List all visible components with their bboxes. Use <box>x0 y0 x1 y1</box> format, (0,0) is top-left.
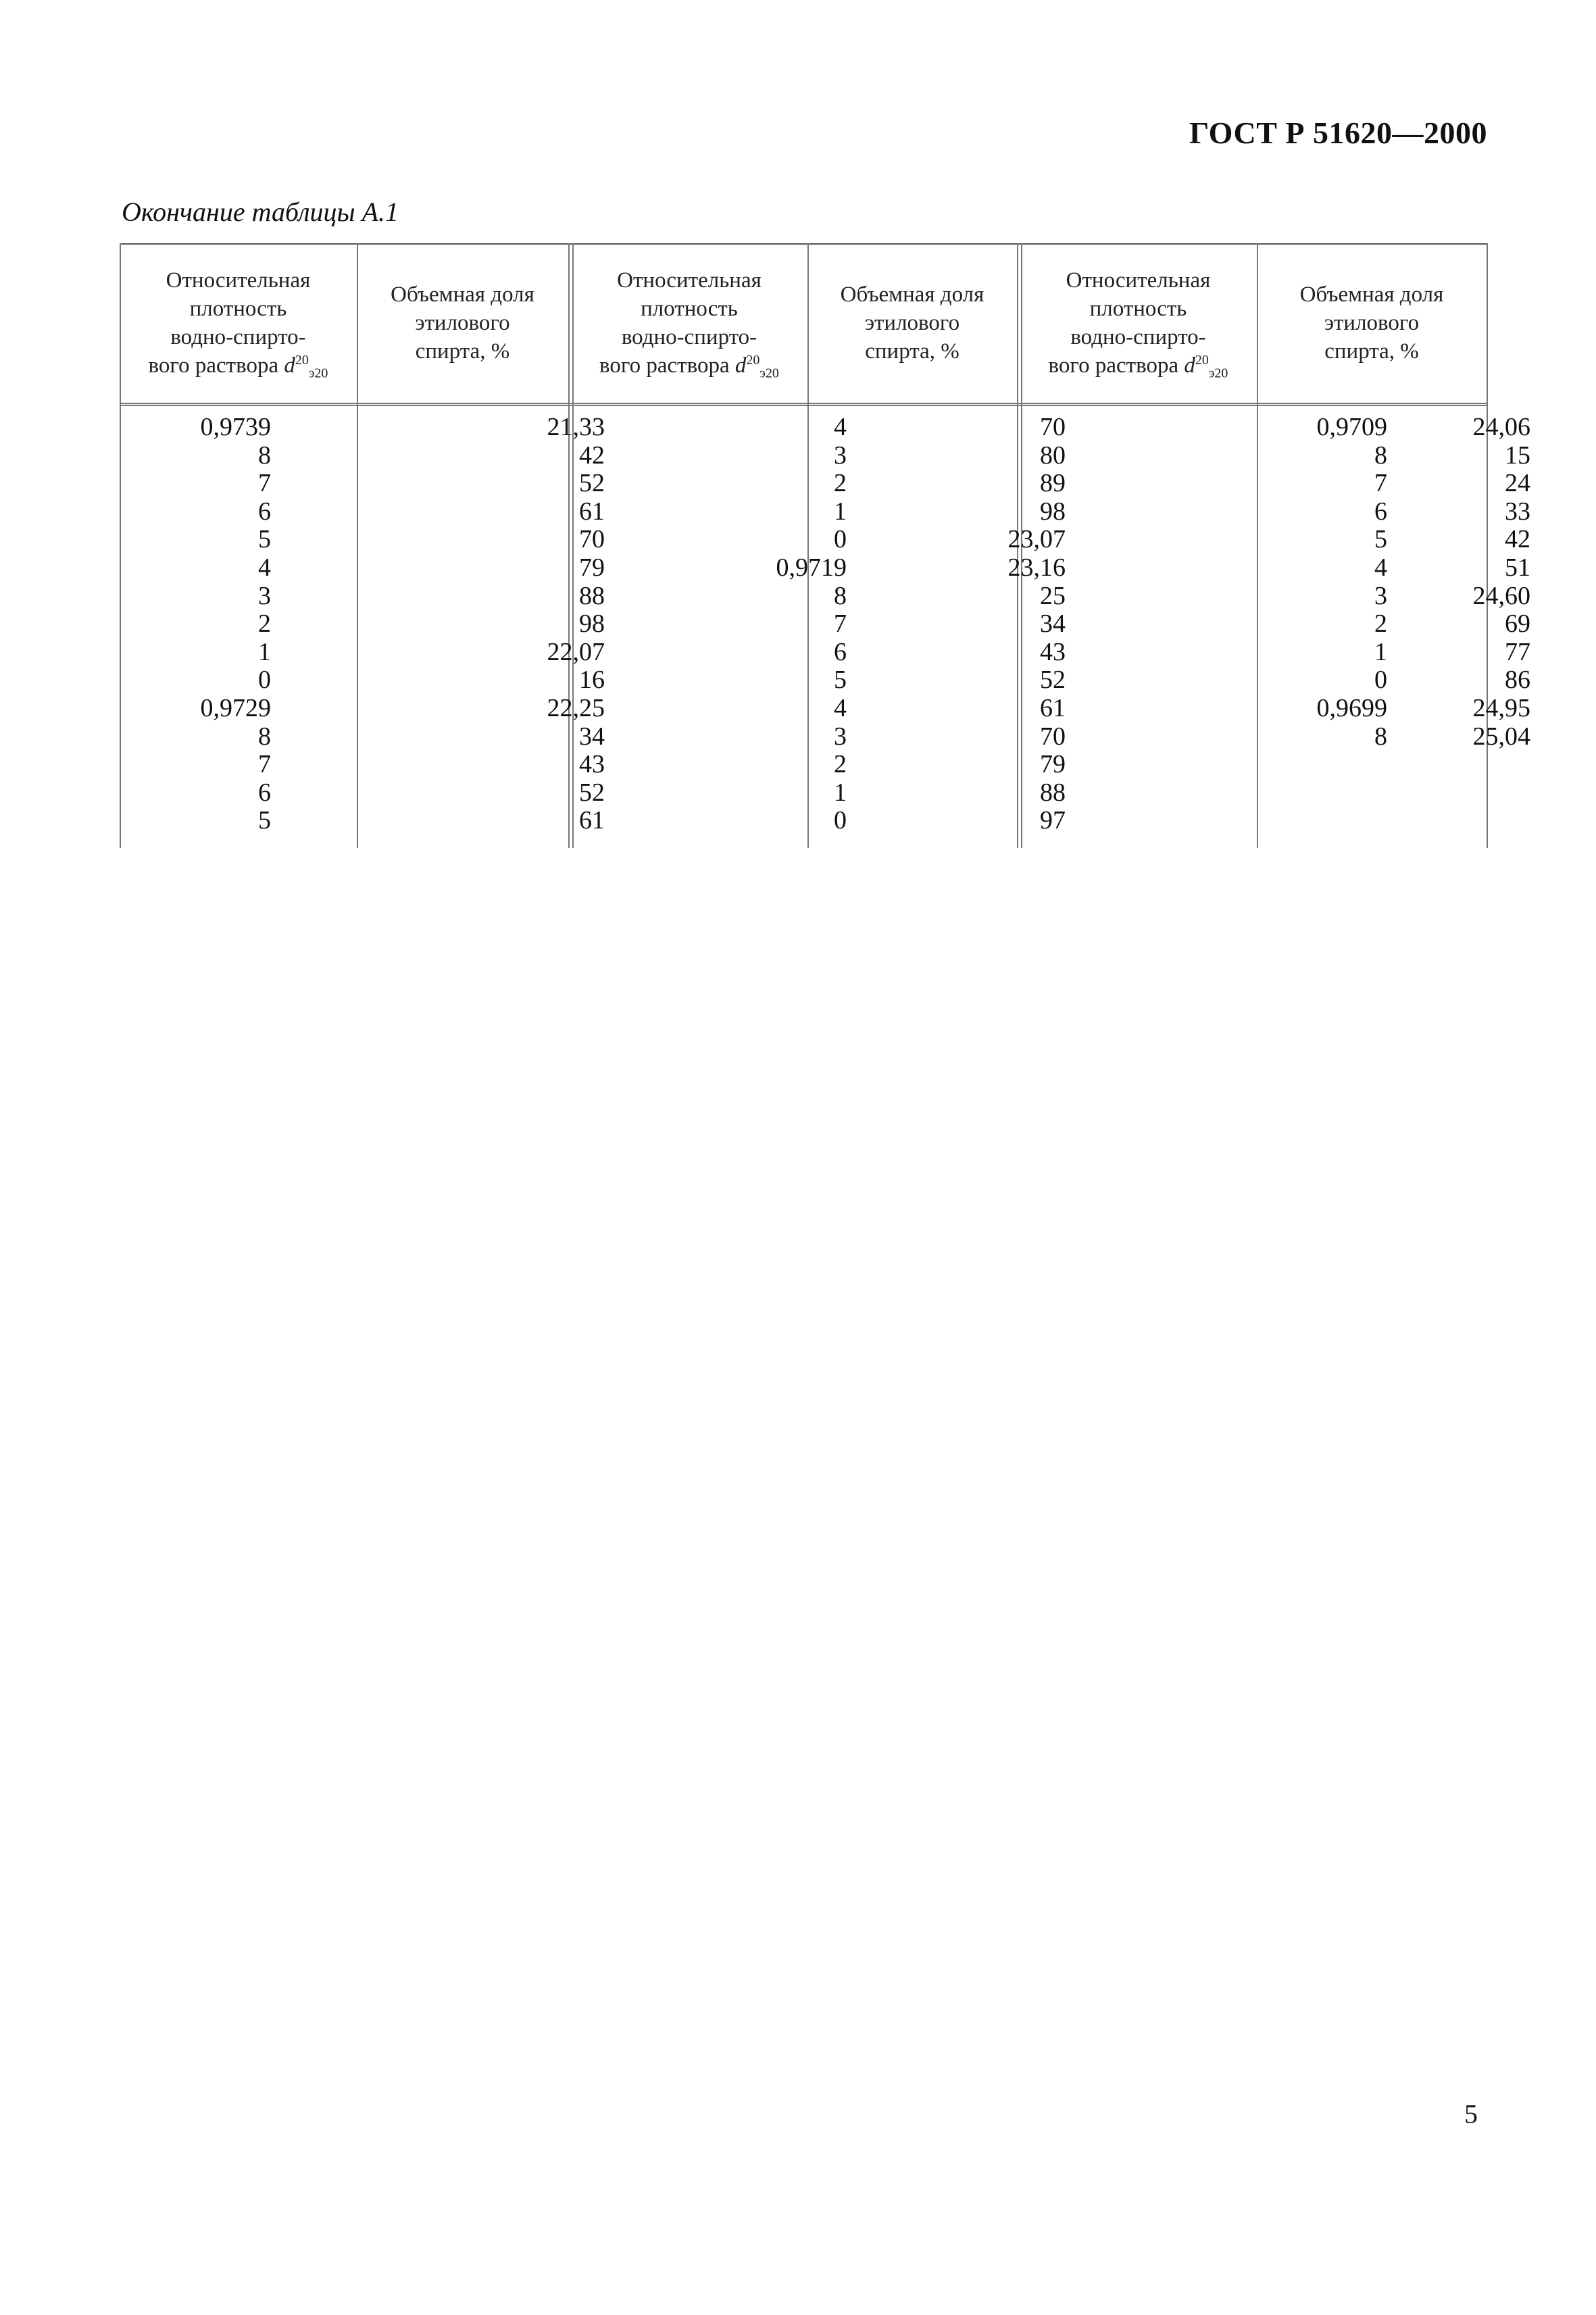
table-cell: 43 <box>1040 637 1066 666</box>
header-text: вого раствора <box>1048 353 1179 378</box>
header-text: Объемная доля <box>391 282 534 307</box>
col1-density <box>120 414 271 835</box>
table-cell: 0 <box>258 666 271 695</box>
table-cell: 33 <box>1505 497 1530 526</box>
table-cell: 70 <box>579 525 605 554</box>
table-cell: 77 <box>1505 637 1530 666</box>
table-cell: 1 <box>1374 637 1387 666</box>
table-cell: 0 <box>1374 666 1387 695</box>
header-text: этилового <box>415 311 510 335</box>
header-text: вого раствора <box>599 353 730 378</box>
table-cell: 8 <box>834 581 847 610</box>
header-text: водно-спирто- <box>621 325 757 349</box>
header-text: водно-спирто- <box>170 325 306 349</box>
table-cell: 16 <box>579 666 605 695</box>
header-text: плотность <box>641 297 738 321</box>
table-cell: 24,06 <box>1472 413 1530 441</box>
table-cell: 2 <box>1374 609 1387 639</box>
col3-volume <box>1257 414 1530 751</box>
table-cell: 5 <box>258 806 271 835</box>
table-cell: 5 <box>834 666 847 695</box>
header-text: Относительная <box>1066 268 1211 293</box>
table-cell: 88 <box>579 581 605 610</box>
header-text: спирта, % <box>415 339 510 364</box>
col2-density <box>571 414 847 835</box>
table-cell: 42 <box>579 441 605 470</box>
header-text: Объемная доля <box>1299 282 1444 307</box>
table-cell: 5 <box>258 525 271 554</box>
header-text: спирта, % <box>865 339 959 364</box>
table-cell: 1 <box>834 778 847 807</box>
table-cell: 69 <box>1505 609 1530 639</box>
table-cell: 52 <box>579 778 605 807</box>
table-cell: 22,25 <box>547 693 605 722</box>
table-cell: 3 <box>834 722 847 751</box>
density-sup: 20 <box>295 353 309 368</box>
header-text: водно-спирто- <box>1070 325 1206 349</box>
table-cell: 86 <box>1505 666 1530 695</box>
table-cell: 6 <box>834 637 847 666</box>
table-cell: 52 <box>579 469 605 498</box>
table-cell: 34 <box>579 722 605 751</box>
page-number: 5 <box>1464 2099 1478 2129</box>
table-cell: 79 <box>1040 750 1066 779</box>
table-cell: 24,95 <box>1472 693 1530 722</box>
table-cell: 2 <box>834 750 847 779</box>
table-cell: 97 <box>1040 806 1066 835</box>
table-cell: 0,9729 <box>200 693 271 722</box>
table-cell: 61 <box>579 806 605 835</box>
header-volume-3 <box>1257 243 1487 403</box>
table-cell: 3 <box>834 441 847 470</box>
table-cell: 70 <box>1040 413 1066 441</box>
table-cell: 51 <box>1505 553 1530 582</box>
density-table <box>120 243 1530 848</box>
table-cell: 22,07 <box>547 637 605 666</box>
table-caption: Окончание таблицы А.1 <box>122 197 399 227</box>
table-cell: 98 <box>1040 497 1066 526</box>
table-cell: 34 <box>1040 609 1066 639</box>
table-cell: 89 <box>1040 469 1066 498</box>
table-cell: 23,07 <box>1007 525 1066 554</box>
table-cell: 8 <box>258 441 271 470</box>
table-cell: 24,60 <box>1472 581 1530 610</box>
table-cell: 15 <box>1505 441 1530 470</box>
table-cell: 4 <box>834 693 847 722</box>
table-cell: 3 <box>258 581 271 610</box>
density-sub: э20 <box>1208 366 1228 381</box>
table-cell: 7 <box>1374 469 1387 498</box>
density-symbol: d <box>284 353 295 378</box>
table-cell: 0,9739 <box>200 413 271 441</box>
table-cell: 70 <box>1040 722 1066 751</box>
table-cell: 61 <box>1040 693 1066 722</box>
header-text: Объемная доля <box>840 282 984 307</box>
density-sub: э20 <box>308 366 328 381</box>
table-cell: 2 <box>834 469 847 498</box>
table-cell: 21,33 <box>547 413 605 441</box>
table-cell: 1 <box>834 497 847 526</box>
table-cell: 4 <box>1374 553 1387 582</box>
table-cell: 7 <box>834 609 847 639</box>
table-cell: 23,16 <box>1007 553 1066 582</box>
table-cell: 88 <box>1040 778 1066 807</box>
density-symbol: d <box>1184 353 1195 378</box>
header-volume-1 <box>357 243 568 403</box>
table-cell: 24 <box>1505 469 1530 498</box>
density-sup: 20 <box>746 353 760 368</box>
table-cell: 1 <box>258 637 271 666</box>
header-text: этилового <box>1324 311 1420 335</box>
col1-volume <box>357 414 605 835</box>
header-density-3 <box>1020 243 1257 403</box>
table-cell: 98 <box>579 609 605 639</box>
header-text: Относительная <box>617 268 762 293</box>
table-cell: 7 <box>258 469 271 498</box>
table-cell: 6 <box>258 778 271 807</box>
table-cell: 25 <box>1040 581 1066 610</box>
table-cell: 0,9719 <box>776 553 847 582</box>
table-cell: 4 <box>258 553 271 582</box>
table-cell: 79 <box>579 553 605 582</box>
header-density-1 <box>120 243 357 403</box>
header-text: вого раствора <box>148 353 279 378</box>
table-cell: 4 <box>834 413 847 441</box>
table-cell: 25,04 <box>1472 722 1530 751</box>
header-text: спирта, % <box>1324 339 1419 364</box>
table-cell: 0,9699 <box>1316 693 1387 722</box>
table-cell: 80 <box>1040 441 1066 470</box>
table-cell: 2 <box>258 609 271 639</box>
density-symbol: d <box>734 353 747 378</box>
table-cell: 7 <box>258 750 271 779</box>
table-cell: 43 <box>579 750 605 779</box>
table-cell: 0 <box>834 525 847 554</box>
table-cell: 0 <box>834 806 847 835</box>
header-text: Относительная <box>166 268 311 293</box>
table-cell: 0,9709 <box>1316 413 1387 441</box>
table-cell: 5 <box>1374 525 1387 554</box>
table-cell: 3 <box>1374 581 1387 610</box>
table-cell: 61 <box>579 497 605 526</box>
table-cell: 8 <box>1374 441 1387 470</box>
density-sub: э20 <box>759 366 779 381</box>
header-text: плотность <box>1089 297 1187 321</box>
header-separator <box>120 403 1488 406</box>
table-cell: 52 <box>1040 666 1066 695</box>
table-cell: 8 <box>258 722 271 751</box>
table-cell: 6 <box>1374 497 1387 526</box>
density-sup: 20 <box>1195 353 1209 368</box>
header-text: плотность <box>189 297 287 321</box>
table-cell: 6 <box>258 497 271 526</box>
table-cell: 42 <box>1505 525 1530 554</box>
header-density-2 <box>571 243 807 403</box>
document-code: ГОСТ Р 51620—2000 <box>1189 116 1487 150</box>
header-text: этилового <box>864 311 960 335</box>
table-cell: 8 <box>1374 722 1387 751</box>
header-volume-2 <box>807 243 1017 403</box>
